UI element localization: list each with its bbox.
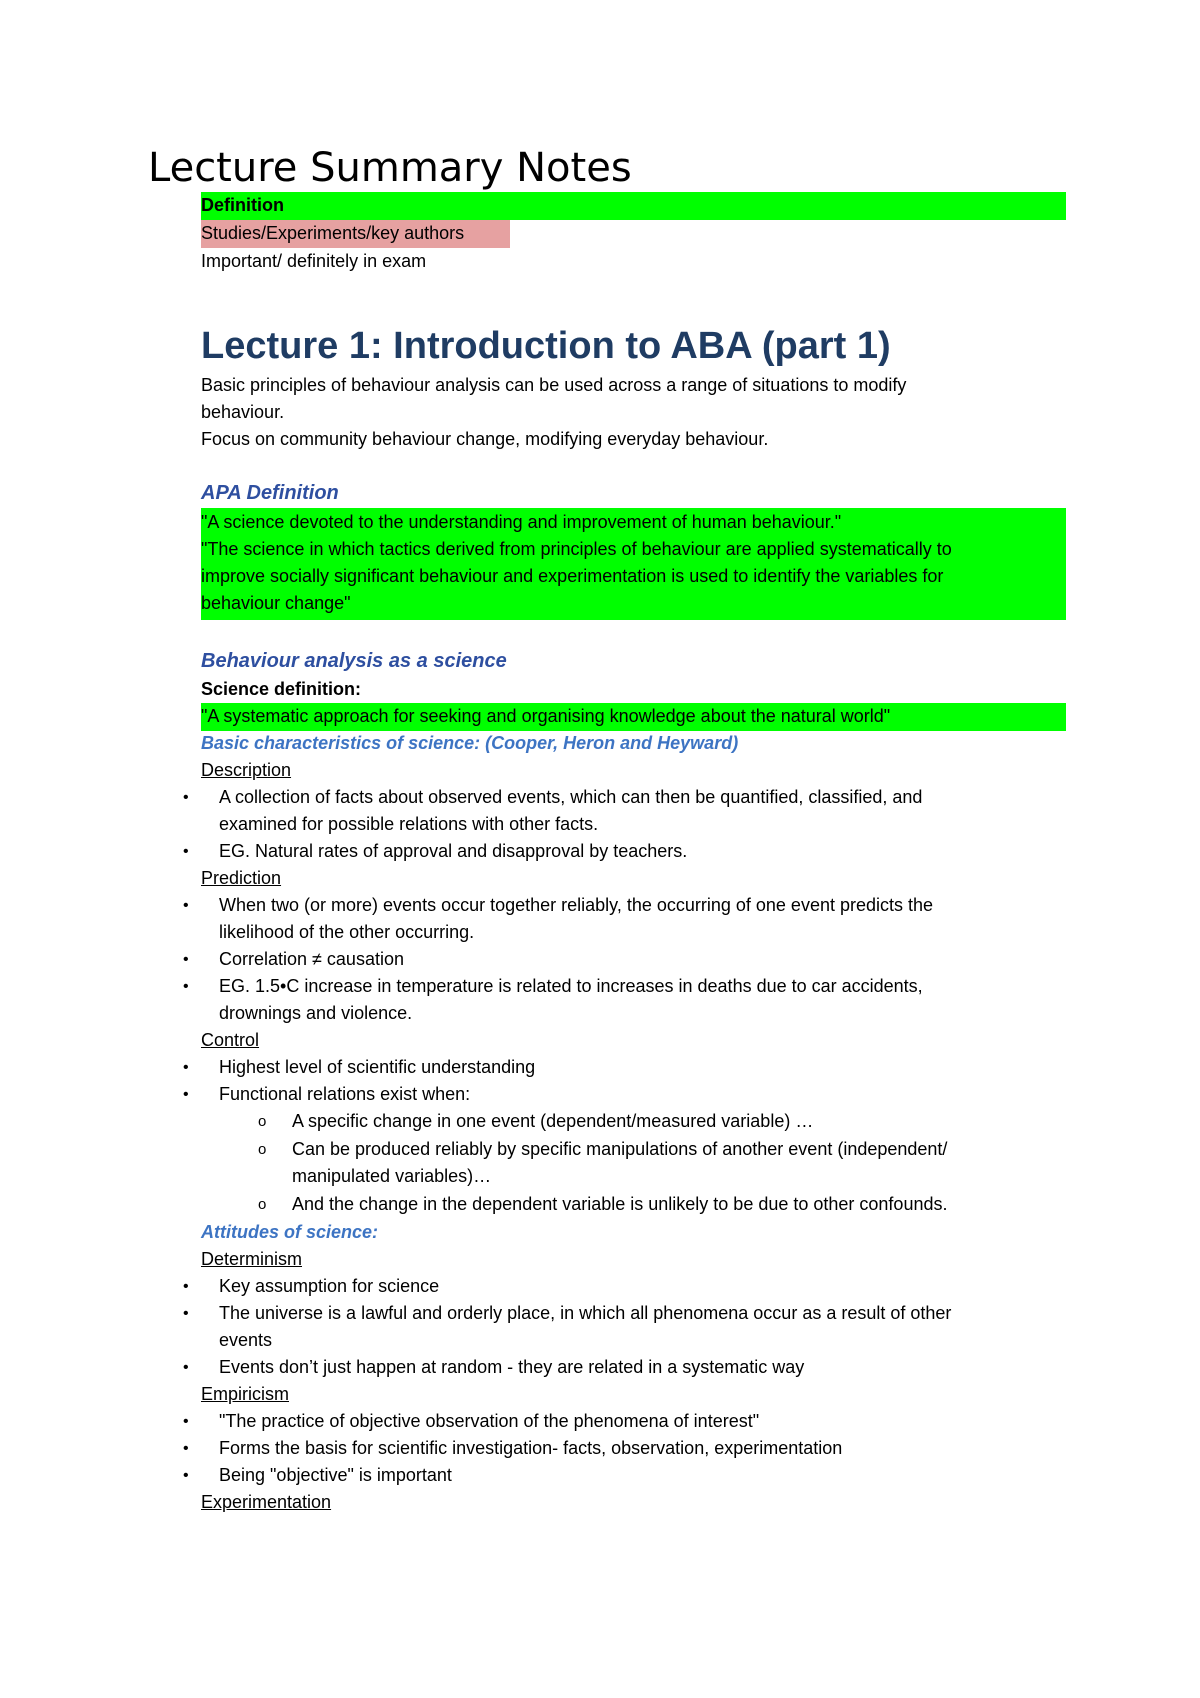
sub-bullet-icon: o [258, 1141, 267, 1158]
control-sub-bullet-1: A specific change in one event (dependent/measured variable) … [292, 1111, 814, 1131]
control-bullet-1: Highest level of scientific understanding [219, 1057, 536, 1077]
apa-line-1: "A science devoted to the understanding and improvement of human behaviour." [201, 512, 842, 532]
control-bullet-2: Functional relations exist when: [219, 1084, 471, 1104]
control-sub-bullet-2: Can be produced reliably by specific manipulations of another event (independent/ [292, 1139, 948, 1159]
characteristics-heading: Basic characteristics of science: (Cooper, Heron and Heyward) [201, 733, 739, 753]
legend-important-text: Important/ definitely in exam [201, 251, 427, 271]
bullet-icon: • [183, 978, 189, 995]
empiricism-bullet-3: Being "objective" is important [219, 1465, 452, 1485]
sub-bullet-icon: o [258, 1113, 267, 1130]
bullet-icon: • [183, 1440, 189, 1457]
page-title: Lecture Summary Notes [148, 145, 632, 191]
apa-line-3: improve socially significant behaviour and experimentation is used to identify the variables for [201, 566, 944, 586]
prediction-bullet-3: EG. 1.5•C increase in temperature is related to increases in deaths due to car accidents, [219, 976, 923, 996]
apa-heading: APA Definition [201, 482, 339, 504]
bullet-icon: • [183, 1059, 189, 1076]
bullet-icon: • [183, 843, 189, 860]
description-bullet-1-cont: examined for possible relations with other facts. [219, 814, 599, 834]
intro-line-2: behaviour. [201, 402, 285, 422]
prediction-bullet-3-cont: drownings and violence. [219, 1003, 413, 1023]
intro-line-1: Basic principles of behaviour analysis can be used across a range of situations to modify [201, 375, 907, 395]
bullet-icon: • [183, 951, 189, 968]
empiricism-bullet-2: Forms the basis for scientific investigation- facts, observation, experimentation [219, 1438, 843, 1458]
bullet-icon: • [183, 1278, 189, 1295]
determinism-bullet-3: Events don’t just happen at random - they are related in a systematic way [219, 1357, 805, 1377]
bullet-icon: • [183, 1467, 189, 1484]
legend-studies-text: Studies/Experiments/key authors [201, 223, 465, 243]
bullet-icon: • [183, 897, 189, 914]
experimentation-label: Experimentation [201, 1492, 332, 1512]
legend-definition-text: Definition [201, 195, 284, 215]
determinism-bullet-1: Key assumption for science [219, 1276, 440, 1296]
bullet-icon: • [183, 1086, 189, 1103]
control-label: Control [201, 1030, 260, 1050]
determinism-bullet-2-cont: events [219, 1330, 273, 1350]
prediction-label: Prediction [201, 868, 282, 888]
bullet-icon: • [183, 1305, 189, 1322]
empiricism-label: Empiricism [201, 1384, 289, 1404]
apa-line-4: behaviour change" [201, 593, 351, 613]
determinism-bullet-2: The universe is a lawful and orderly place, in which all phenomena occur as a result of other [219, 1303, 952, 1323]
attitudes-heading: Attitudes of science: [201, 1222, 379, 1242]
bullet-icon: • [183, 1413, 189, 1430]
science-heading: Behaviour analysis as a science [201, 650, 507, 672]
sub-bullet-icon: o [258, 1196, 267, 1213]
science-definition-text: "A systematic approach for seeking and organising knowledge about the natural world" [201, 706, 891, 726]
prediction-bullet-1: When two (or more) events occur together reliably, the occurring of one event predicts the [219, 895, 934, 915]
bullet-icon: • [183, 1359, 189, 1376]
legend-studies [201, 220, 510, 248]
legend-important [201, 248, 426, 275]
apa-line-2: "The science in which tactics derived from principles of behaviour are applied systematically to [201, 539, 952, 559]
determinism-label: Determinism [201, 1249, 303, 1269]
control-sub-bullet-2-cont: manipulated variables)… [292, 1166, 492, 1186]
science-definition-label: Science definition: [201, 679, 362, 699]
prediction-bullet-1-cont: likelihood of the other occurring. [219, 922, 475, 942]
empiricism-bullet-1: "The practice of objective observation of the phenomena of interest" [219, 1411, 760, 1431]
description-bullet-2: EG. Natural rates of approval and disapproval by teachers. [219, 841, 688, 861]
prediction-bullet-2: Correlation ≠ causation [219, 949, 404, 969]
legend-definition [201, 192, 1066, 220]
intro-line-3: Focus on community behaviour change, modifying everyday behaviour. [201, 429, 769, 449]
bullet-icon: • [183, 789, 189, 806]
description-bullet-1: A collection of facts about observed events, which can then be quantified, classified, and [219, 787, 923, 807]
description-label: Description [201, 760, 292, 780]
lecture-heading: Lecture 1: Introduction to ABA (part 1) [201, 325, 891, 367]
control-sub-bullet-3: And the change in the dependent variable is unlikely to be due to other confounds. [292, 1194, 948, 1214]
